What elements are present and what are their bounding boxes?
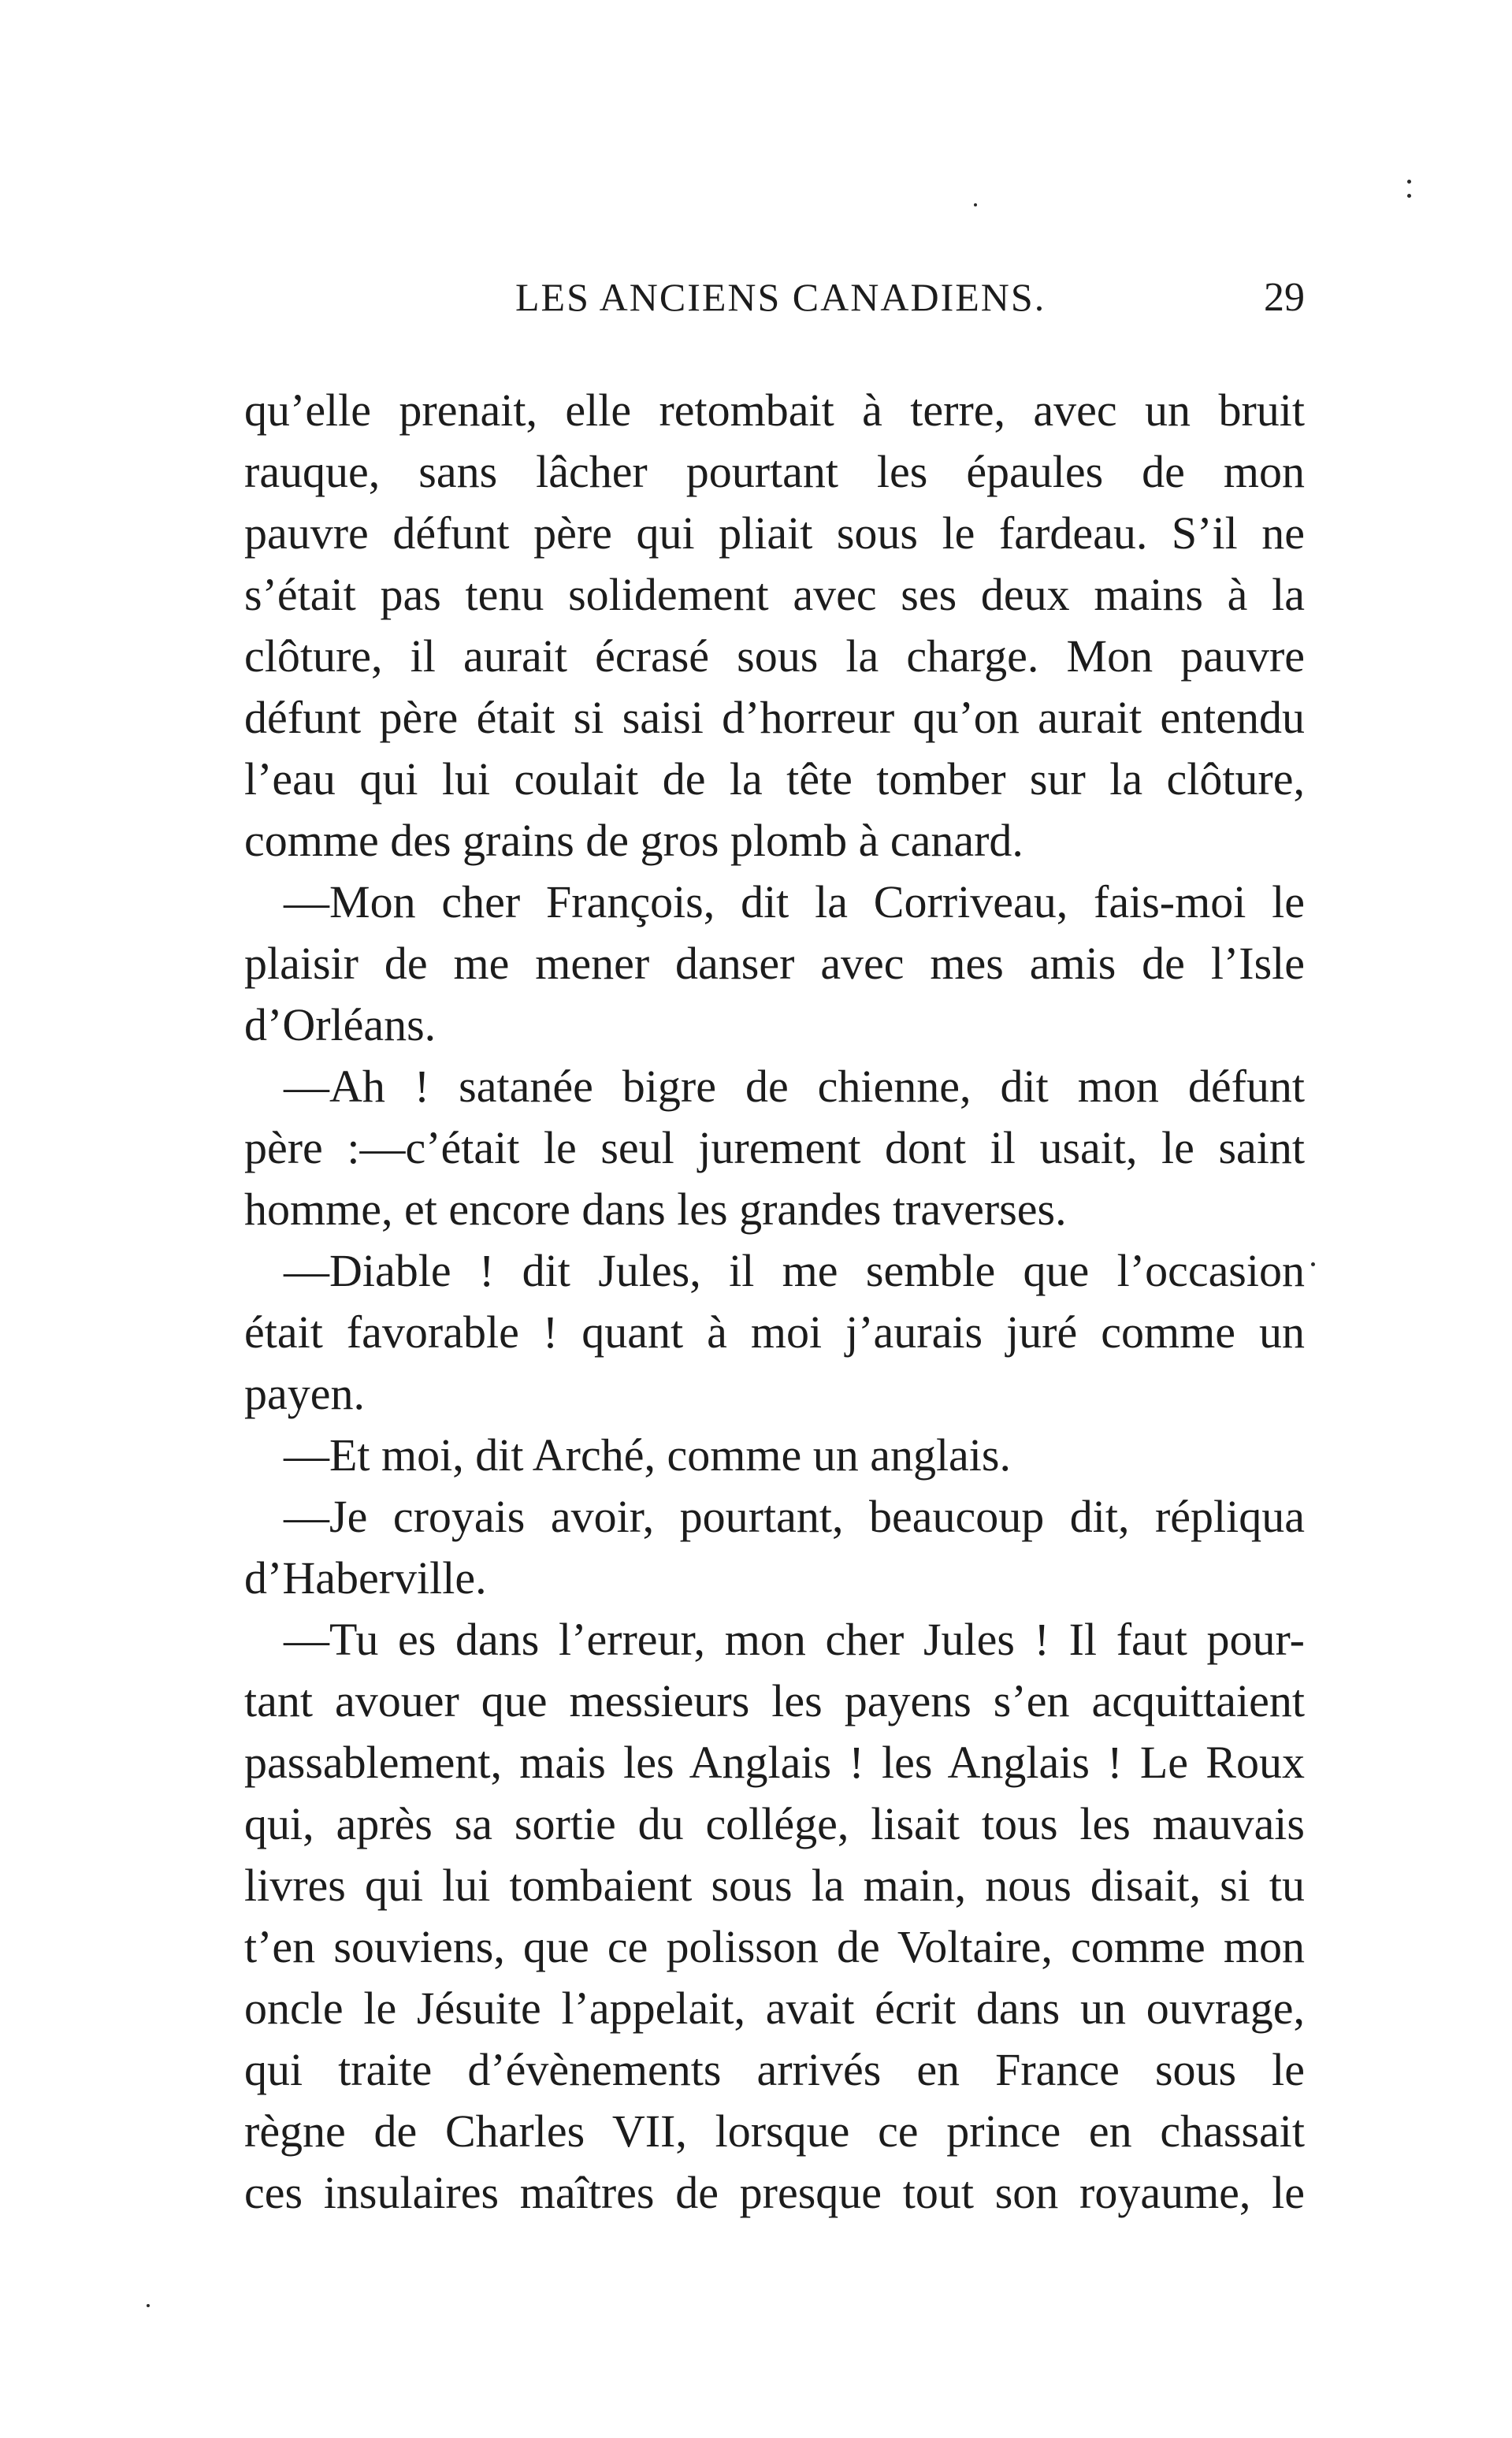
text-line: règne de Charles VII, lorsque ce prince en chassait (244, 2105, 1305, 2157)
text-line: d’Haberville. (244, 1552, 487, 1604)
text-line: défunt père était si saisi d’horreur qu’on aurait entendu (244, 692, 1305, 743)
text-line: s’était pas tenu solidement avec ses deux mains à la (244, 569, 1305, 620)
body-text (244, 380, 1305, 2224)
text-line: t’en souviens, que ce polisson de Voltaire, comme mon (244, 1921, 1305, 1972)
text-line: l’eau qui lui coulait de la tête tomber sur la clôture, (244, 753, 1305, 805)
text-line: qui traite d’évènements arrivés en France sous le (244, 2044, 1305, 2095)
paper-speck (1311, 1262, 1315, 1266)
text-line: rauque, sans lâcher pourtant les épaules de mon (244, 446, 1305, 497)
running-title: LES ANCIENS CANADIENS. (515, 275, 1046, 319)
text-line: père :—c’était le seul jurement dont il usait, le saint (244, 1122, 1305, 1173)
text-line: homme, et encore dans les grandes traverses. (244, 1184, 1067, 1235)
text-line: pauvre défunt père qui pliait sous le fardeau. S’il ne (244, 507, 1305, 559)
paper-speck (974, 203, 977, 206)
text-line: comme des grains de gros plomb à canard. (244, 815, 1023, 866)
text-line: ces insulaires maîtres de presque tout son royaume, le (244, 2167, 1305, 2218)
paper-speck (1407, 194, 1411, 198)
text-line: qui, après sa sortie du collége, lisait tous les mauvais (244, 1798, 1305, 1849)
text-line: —Et moi, dit Arché, comme un anglais. (284, 1429, 1011, 1481)
text-line: clôture, il aurait écrasé sous la charge. Mon pauvre (244, 630, 1305, 682)
text-line: —Ah ! satanée bigre de chienne, dit mon défunt (284, 1061, 1305, 1112)
text-line: qu’elle prenait, elle retombait à terre, avec un bruit (244, 385, 1305, 436)
text-line: d’Orléans. (244, 999, 437, 1050)
text-line: plaisir de me mener danser avec mes amis de l’Isle (244, 938, 1305, 989)
text-line: —Je croyais avoir, pourtant, beaucoup dit, répliqua (284, 1491, 1305, 1542)
text-line: payen. (244, 1368, 365, 1419)
text-line: était favorable ! quant à moi j’aurais juré comme un (244, 1306, 1305, 1358)
text-line: —Mon cher François, dit la Corriveau, fais-moi le (284, 876, 1305, 927)
text-line: —Diable ! dit Jules, il me semble que l’occasion (284, 1245, 1305, 1296)
page-header (244, 274, 1305, 329)
text-line: tant avouer que messieurs les payens s’en acquittaient (244, 1675, 1305, 1726)
paper-speck (1407, 180, 1411, 184)
text-line: livres qui lui tombaient sous la main, nous disait, si tu (244, 1860, 1305, 1911)
page-number: 29 (1264, 275, 1305, 320)
paper-speck (147, 2304, 150, 2307)
text-line: passablement, mais les Anglais ! les Anglais ! Le Roux (244, 1737, 1305, 1788)
text-line: —Tu es dans l’erreur, mon cher Jules ! Il faut pour- (284, 1614, 1305, 1665)
text-line: oncle le Jésuite l’appelait, avait écrit dans un ouvrage, (244, 1983, 1305, 2034)
